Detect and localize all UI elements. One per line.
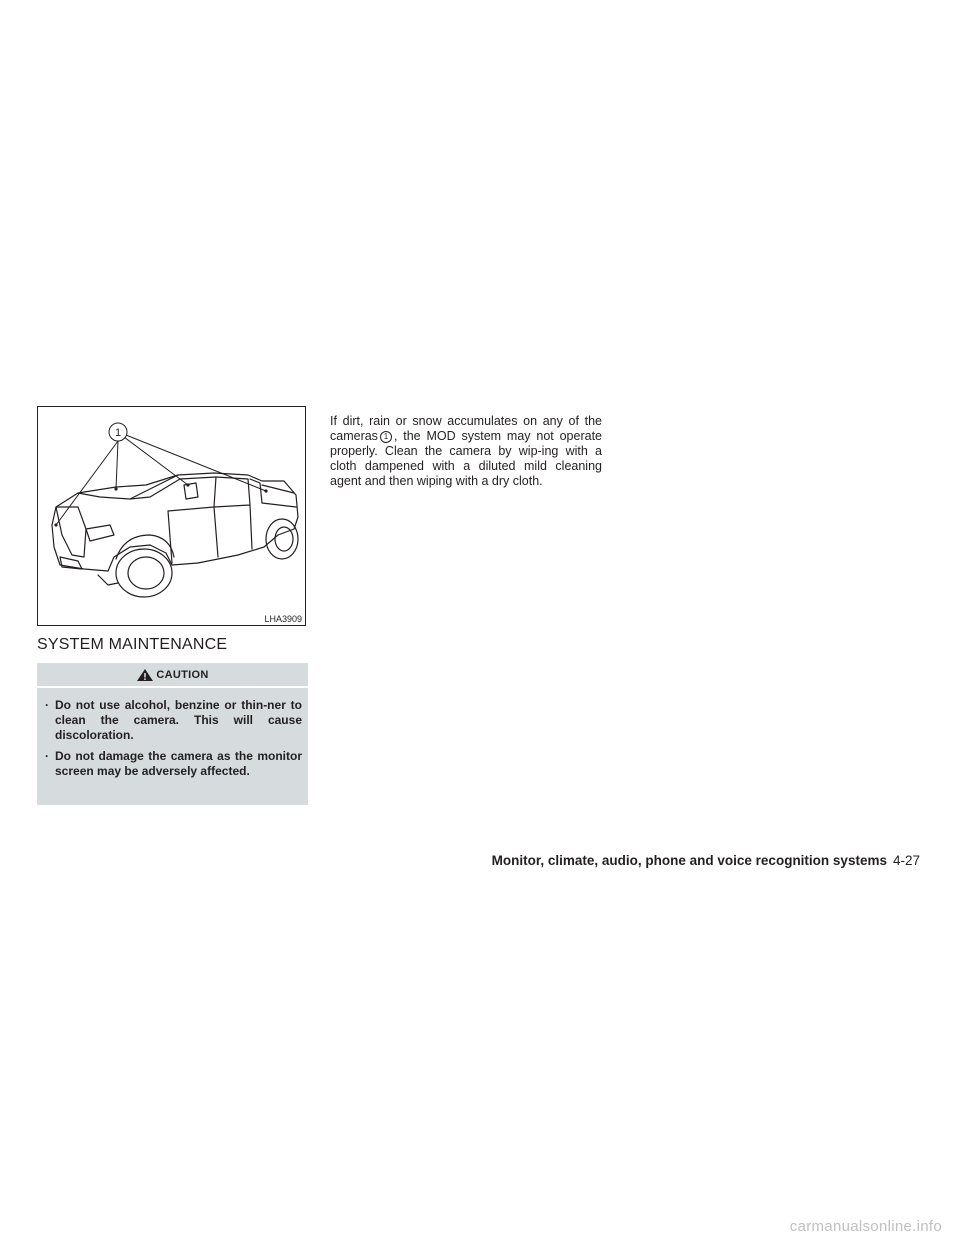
watermark: carmanualsonline.info (789, 1218, 942, 1235)
bullet-icon: · (45, 749, 49, 763)
callout-1-inline: 1 (380, 431, 392, 443)
truck-camera-figure (37, 406, 306, 626)
page-number: 4-27 (892, 853, 920, 868)
bullet-icon: · (45, 698, 49, 712)
truck-illustration (38, 407, 307, 627)
callout-1-label: 1 (114, 427, 122, 439)
chapter-title: Monitor, climate, audio, phone and voice recognition systems (491, 853, 887, 868)
body-text-after: , the MOD system may not operate properly. Clean the camera by wip-ing with a cloth dampened with a diluted mild cleaning agent and then wiping with a dry cloth. (330, 429, 602, 488)
caution-item (45, 698, 302, 743)
maintenance-paragraph (330, 414, 602, 489)
page-footer (492, 853, 920, 868)
caution-heading (37, 663, 308, 686)
caution-body (37, 688, 308, 805)
section-title: SYSTEM MAINTENANCE (37, 636, 228, 653)
caution-item (45, 749, 302, 779)
warning-triangle-icon (136, 668, 154, 682)
caution-heading-text: CAUTION (156, 668, 209, 681)
figure-code: LHA3909 (264, 614, 302, 624)
caution-item-text: Do not use alcohol, benzine or thin-ner to clean the camera. This will cause discoloration. (55, 698, 302, 742)
body-text-before: If dirt, rain or snow accumulates on any of the cameras (330, 414, 602, 443)
caution-item-text: Do not damage the camera as the monitor screen may be adversely affected. (55, 749, 302, 778)
